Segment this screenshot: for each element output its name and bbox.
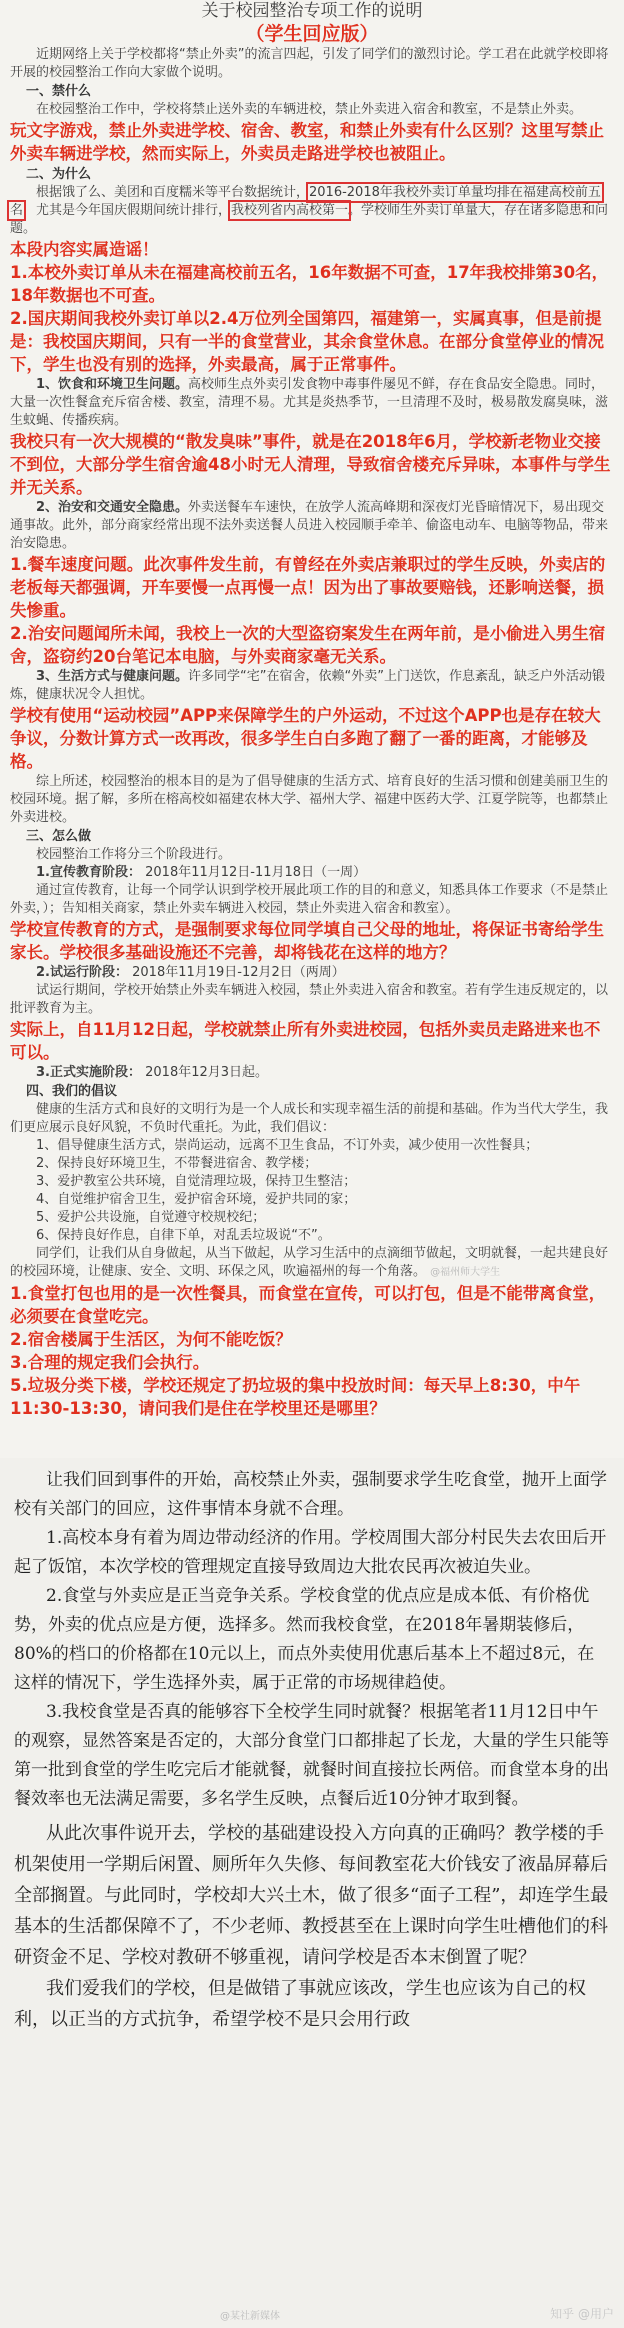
- section-4-heading: 四、我们的倡议: [26, 1084, 118, 1099]
- section-3-heading: 三、怎么做: [26, 829, 92, 844]
- student-reply-8-point-1: 1.食堂打包也用的是一次性餐具，而食堂在宣传，可以打包，但是不能带离食堂，必须要在食堂吃完。: [10, 1284, 606, 1326]
- phase-2-text: 试运行期间，学校开始禁止外卖车辆进入校园，禁止外卖进入宿舍和教室。若有学生违反规定的，以批评教育为主。: [10, 983, 609, 1016]
- weibo-watermark: @某社新媒体: [220, 2311, 280, 2322]
- essay-paragraph-3: 2.食堂与外卖应是正当竞争关系。学校食堂的优点应是成本低、有价格优势，外卖的优点应是方便，选择多。然而我校食堂，在2018年暑期装修后，80%的档口的价格都在10元以上，而点外卖使用优惠后基本上不超过8元，在这样的情况下，学生选择外卖，属于正常的市场规律趋使。: [14, 1586, 595, 1693]
- student-reply-2-head: 本段内容实属造谣！: [10, 240, 159, 259]
- summary-paragraph: 综上所述，校园整治的根本目的是为了倡导健康的生活方式、培育良好的生活习惯和创建美丽卫生的校园环境。据了解，多所在榕高校如福建农林大学、福州大学、福建中医药大学、江夏学院等，也都禁止外卖进校。: [10, 774, 609, 825]
- student-reply-8-point-4: 5.垃圾分类下楼，学校还规定了扔垃圾的集中投放时间：每天早上8:30，中午11:30-13:30，请问我们是住在学校里还是哪里？: [10, 1376, 581, 1418]
- essay-paragraph-1: 让我们回到事件的开始，高校禁止外卖，强制要求学生吃食堂，抛开上面学校有关部门的回应，这件事情本身就不合理。: [14, 1470, 607, 1519]
- mid-watermark: @福州师大学生: [430, 1267, 501, 1278]
- subsection-1: 1、饮食和环境卫生问题。高校师生点外卖引发食物中毒事件屡见不鲜，存在食品安全隐患。同时，大量一次性餐盒充斥宿舍楼、教室，清理不易。尤其是炎热季节，一旦清理不及时，极易散发腐臭味，滋生蚊蝇、传播疾病。: [10, 377, 609, 428]
- document-subtitle: （学生回应版）: [245, 23, 379, 45]
- student-reply-6: 学校宣传教育的方式，是强制要求每位同学填自己父母的地址，将保证书寄给学生家长。学校很多基础设施还不完善，却将钱花在这样的地方？: [10, 920, 604, 962]
- phase-1-text: 通过宣传教育，让每一个同学认识到学校开展此项工作的目的和意义，知悉具体工作要求（不是禁止外卖，）；告知相关商家，禁止外卖车辆进入校园，禁止外卖进入宿舍和教室）。: [10, 883, 609, 916]
- proposal-item: 3、爱护教室公共环境，自觉清理垃圾，保持卫生整洁；: [36, 1174, 357, 1189]
- highlight-province-first: 我校列省内高校第一: [231, 203, 349, 218]
- student-reply-4-point-1: 1.餐车速度问题。此次事件发生前，有曾经在外卖店兼职过的学生反映，外卖店的老板每天都强调，开车要慢一点再慢一点！因为出了事故要赔钱，还影响送餐，损失惨重。: [10, 555, 606, 620]
- essay-paragraph-5: 从此次事件说开去，学校的基础建设投入方向真的正确吗？教学楼的手机架使用一学期后闲置、厕所年久失修、每间教室花大价钱安了液晶屏幕后全部搁置。与此同时，学校却大兴土木，做了很多“面子工程”，却连学生最基本的生活都保障不了，不少老师、教授甚至在上课时向学生吐槽他们的科研资金不足、学校对教研不够重视，请问学校是否本末倒置了呢？: [14, 1823, 609, 1968]
- essay-paragraph-6: 我们爱我们的学校，但是做错了事就应该改，学生也应该为自己的权利，以正当的方式抗争，希望学校不是只会用行政: [14, 1978, 586, 2030]
- student-reply-8-point-2: 2.宿舍楼属于生活区，为何不能吃饭？: [10, 1330, 292, 1349]
- highlight-order-rank: 2016-2018年我校外卖订单量均排在福建高校前五名: [10, 185, 601, 218]
- student-reply-4-point-2: 2.治安问题闻所未闻，我校上一次的大型盗窃案发生在两年前，是小偷进入男生宿舍，盗窃约20台笔记本电脑，与外卖商家毫无关系。: [10, 624, 606, 666]
- student-reply-7: 实际上，自11月12日起，学校就禁止所有外卖进校园，包括外卖员走路进来也不可以。: [10, 1020, 601, 1062]
- subsection-3: 3、生活方式与健康问题。许多同学“宅”在宿舍，依赖“外卖”上门送饮，作息紊乱，缺乏户外活动锻炼，健康状况令人担忧。: [10, 669, 605, 702]
- section-3-text: 校园整治工作将分三个阶段进行。: [36, 847, 232, 862]
- student-reply-1: 玩文字游戏，禁止外卖进学校、宿舍、教室，和禁止外卖有什么区别？这里写禁止外卖车辆进学校，然而实际上，外卖员走路进学校也被阻止。: [10, 121, 604, 163]
- proposal-item: 6、保持良好作息，自律下单，对乱丢垃圾说“不”。: [36, 1228, 331, 1243]
- phase-1-line: 1.宣传教育阶段： 2018年11月12日-11月18日（一周）: [36, 865, 367, 880]
- student-reply-8-point-3: 3.合理的规定我们会执行。: [10, 1353, 210, 1372]
- student-reply-3: 我校只有一次大规模的“散发臭味”事件，就是在2018年6月，学校新老物业交接不到位，大部分学生宿舍逾48小时无人清理，导致宿舍楼充斥异味，本事件与学生并无关系。: [10, 432, 611, 497]
- proposal-item: 1、倡导健康生活方式，崇尚运动，远离不卫生食品，不订外卖，减少使用一次性餐具；: [36, 1138, 539, 1153]
- section-2-heading: 二、为什么: [26, 167, 92, 182]
- subsection-2: 2、治安和交通安全隐患。外卖送餐车车速快，在放学人流高峰期和深夜灯光昏暗情况下，易出现交通事故。此外，部分商家经常出现不法外卖送餐人员进入校园顺手牵羊、偷盗电动车、电脑等物品，带来治安隐患。: [10, 500, 609, 551]
- section-1-text: 在校园整治工作中，学校将禁止送外卖的车辆进校，禁止外卖进入宿舍和教室，不是禁止外卖。: [36, 102, 583, 117]
- essay-section: [0, 1458, 624, 2328]
- proposal-item: 2、保持良好环境卫生，不带餐进宿舍、教学楼；: [36, 1156, 318, 1171]
- proposal-item: 5、爱护公共设施，自觉遵守校规校纪；: [36, 1210, 266, 1225]
- zhihu-watermark: 知乎 @用户: [550, 2307, 614, 2321]
- intro-paragraph: 近期网络上关于学校都将“禁止外卖”的流言四起，引发了同学们的激烈讨论。学工君在此就学校即将开展的校园整治工作向大家做个说明。: [10, 47, 609, 80]
- essay-paragraph-2: 1.高校本身有着为周边带动经济的作用。学校周围大部分村民失去农田后开起了饭馆，本次学校的管理规定直接导致周边大批农民再次被迫失业。: [14, 1528, 607, 1577]
- essay-paragraph-4: 3.我校食堂是否真的能够容下全校学生同时就餐？根据笔者11月12日中午的观察，显然答案是否定的，大部分食堂门口都排起了长龙，大量的学生只能等第一批到食堂的学生吃完后才能就餐，就餐时间直接拉长两倍。而食堂本身的出餐效率也无法满足需要，多名学生反映，点餐后近10分钟才取到餐。: [14, 1702, 609, 1809]
- phase-3-line: 3.正式实施阶段： 2018年12月3日起。: [36, 1065, 269, 1080]
- student-reply-2-point-2: 2.国庆期间我校外卖订单以2.4万位列全国第四，福建第一，实属真事，但是前提是：我校国庆期间，只有一半的食堂营业，其余食堂休息。在部分食堂停业的情况下，学生也没有别的选择，外卖最高，属于正常事件。: [10, 309, 604, 374]
- section-1-heading: 一、禁什么: [26, 84, 92, 99]
- phase-2-line: 2.试运行阶段： 2018年11月19日-12月2日（两周）: [36, 965, 345, 980]
- section-4-text: 健康的生活方式和良好的文明行为是一个人成长和实现幸福生活的前提和基础。作为当代大学生，我们更应展示良好风貌，不负时代重托。为此，我们倡议：: [10, 1102, 609, 1135]
- section-2-text: 根据饿了么、美团和百度糯米等平台数据统计，2016-2018年我校外卖订单量均排在福建高校前五名，尤其是今年国庆假期间统计排行，我校列省内高校第一。学校师生外卖订单量大，存在诸多隐患和问题。: [10, 185, 609, 236]
- proposal-item: 4、自觉维护宿舍卫生，爱护宿舍环境，爱护共同的家；: [36, 1192, 357, 1207]
- student-reply-2-point-1: 1.本校外卖订单从未在福建高校前五名，16年数据不可查，17年我校排第30名，18年数据也不可查。: [10, 263, 609, 305]
- closing-paragraph: 同学们，让我们从自身做起，从当下做起，从学习生活中的点滴细节做起，文明就餐，一起共建良好的校园环境，让健康、安全、文明、环保之风，吹遍福州的每一个角落。 @福州师大学生: [10, 1246, 609, 1279]
- document-title: 关于校园整治专项工作的说明: [201, 1, 423, 21]
- student-reply-5: 学校有使用“运动校园”APP来保障学生的户外运动，不过这个APP也是存在较大争议，分数计算方式一改再改，很多学生白白多跑了翻了一番的距离，才能够及格。: [10, 706, 601, 771]
